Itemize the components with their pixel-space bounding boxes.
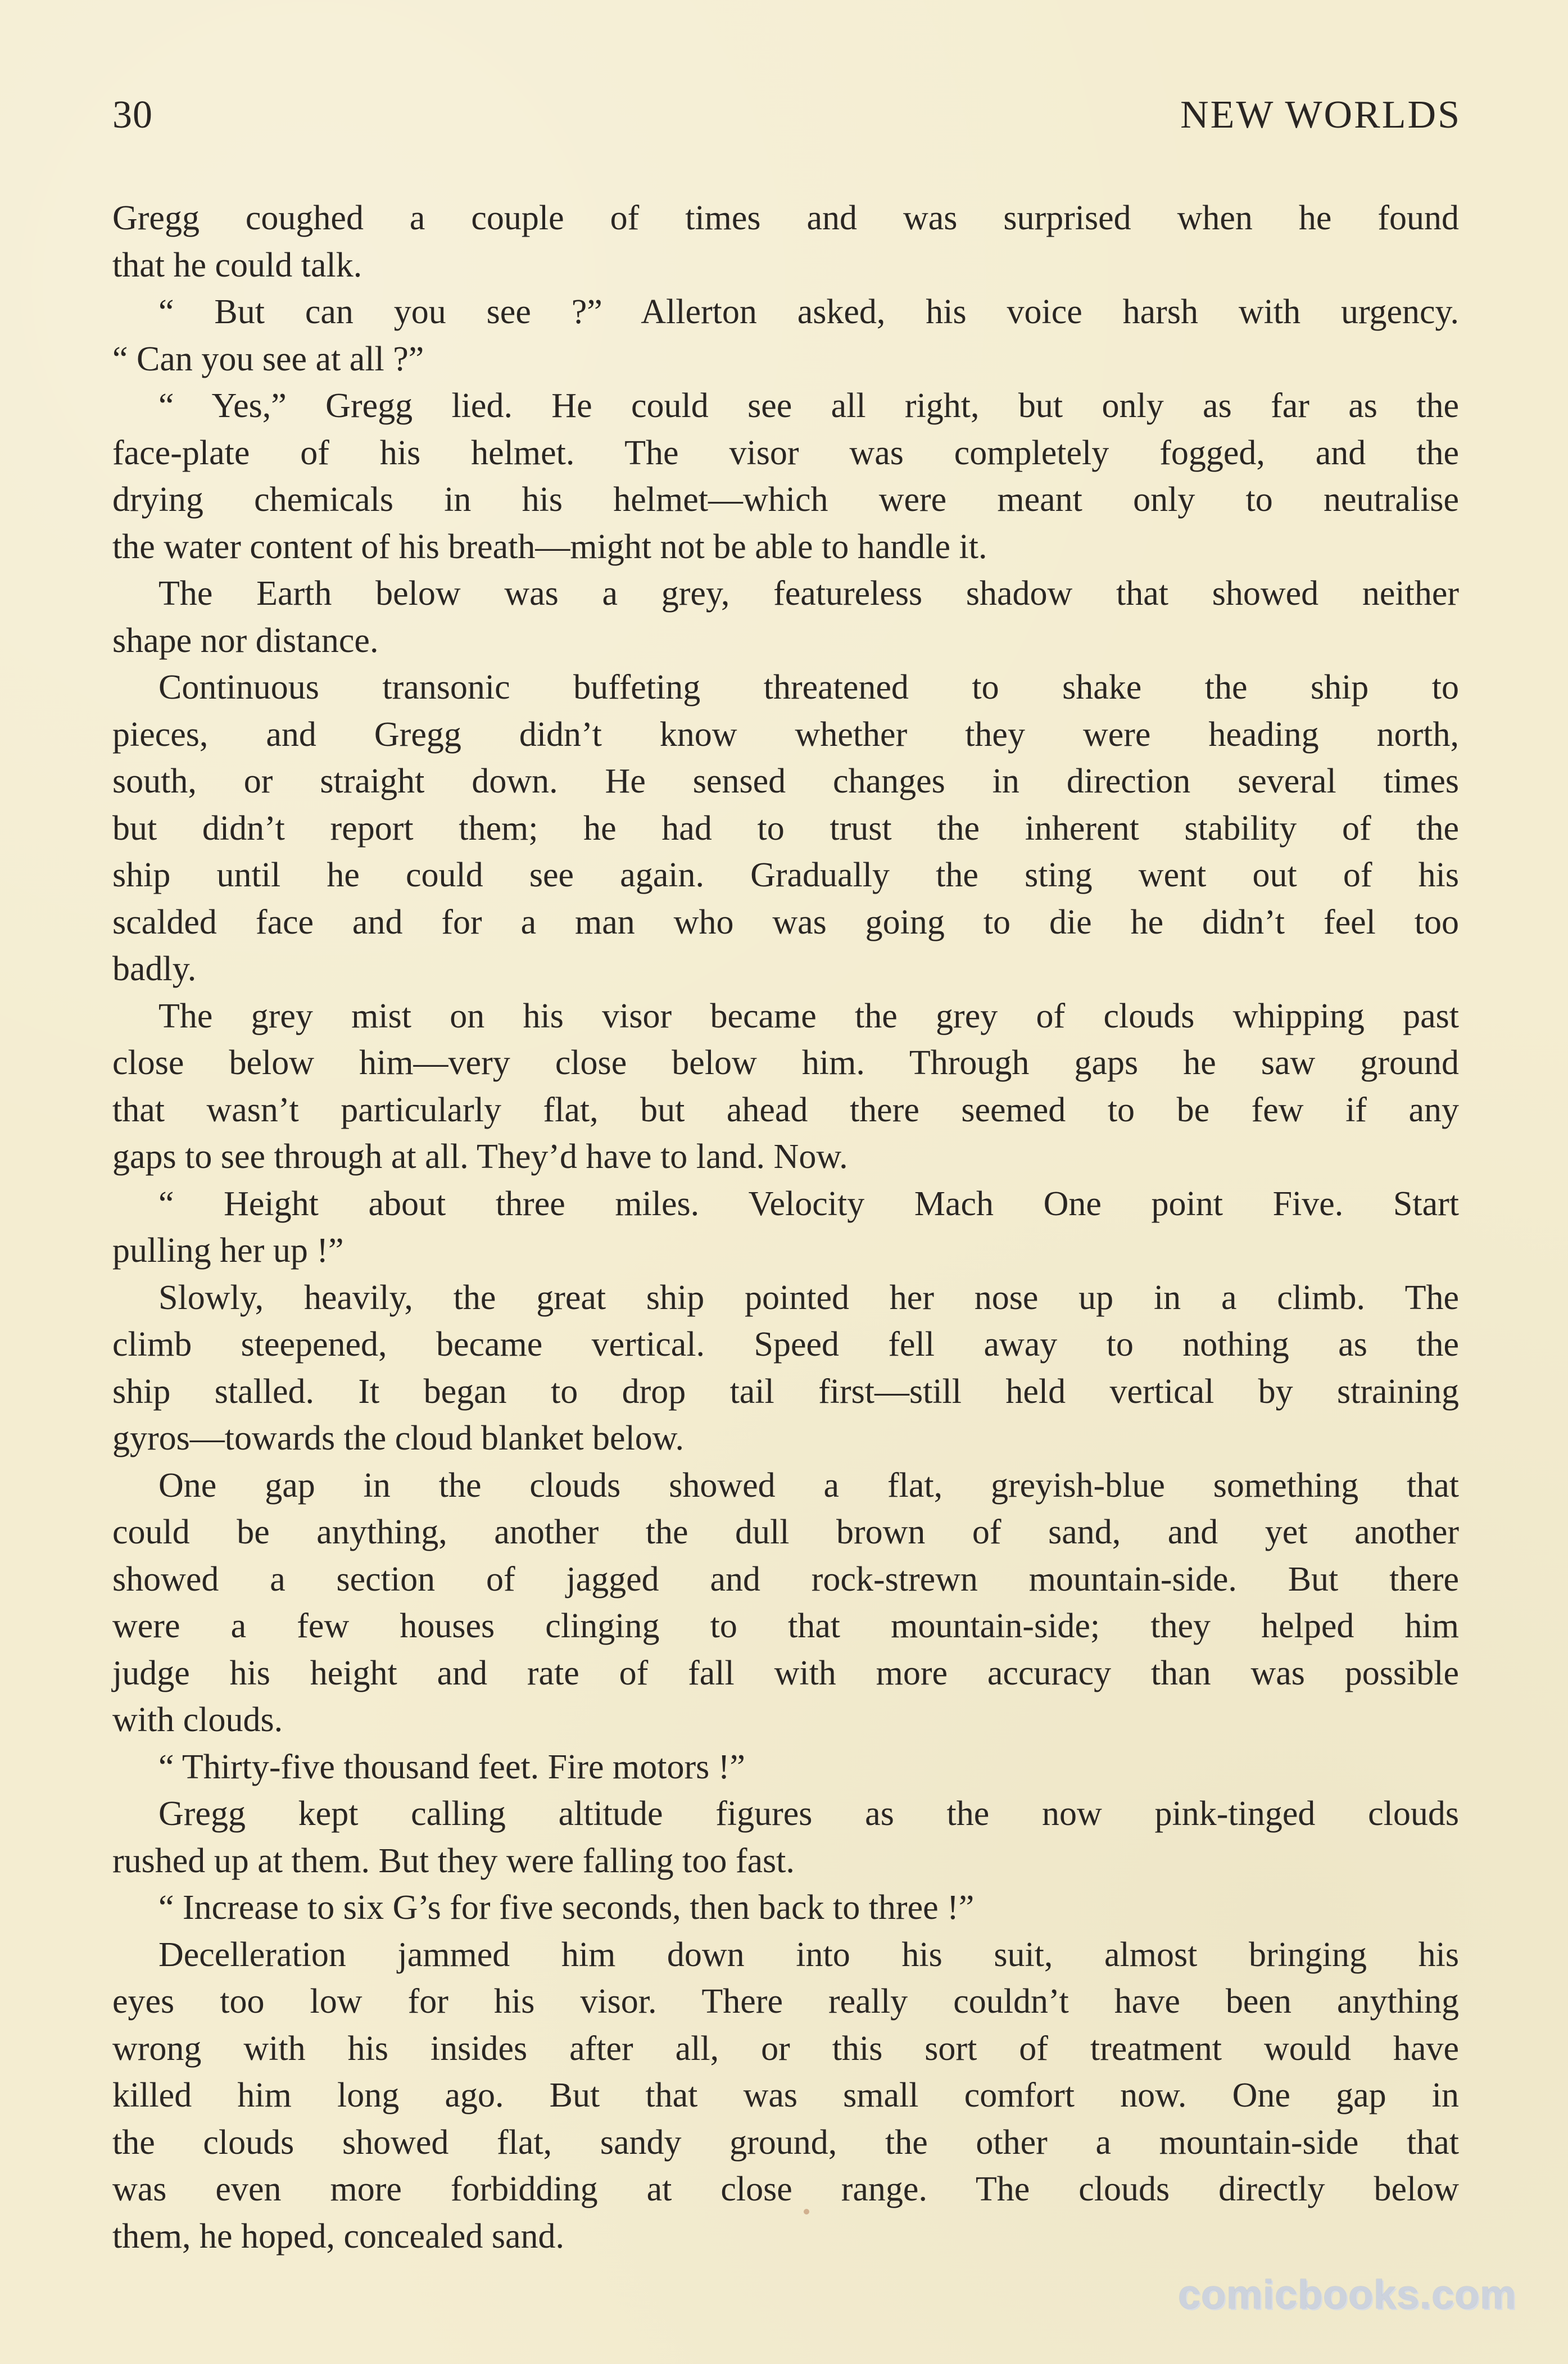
text-line: showed a section of jagged and rock-strewn mountain-side. But there bbox=[112, 1560, 1459, 1598]
text-line: “ Thirty-five thousand feet. Fire motors !” bbox=[158, 1747, 745, 1786]
text-line: with clouds. bbox=[112, 1701, 283, 1739]
text-line: killed him long ago. But that was small comfort now. One gap in bbox=[112, 2076, 1459, 2114]
text-line: ship stalled. It began to drop tail first—still held vertical by straining bbox=[112, 1372, 1459, 1411]
story-text-block bbox=[112, 195, 1459, 2260]
text-line: gyros—towards the cloud blanket below. bbox=[112, 1419, 685, 1457]
text-line: The grey mist on his visor became the grey of clouds whipping past bbox=[158, 997, 1459, 1035]
text-line: “ Height about three miles. Velocity Mach One point Five. Start bbox=[158, 1184, 1459, 1223]
text-line: pieces, and Gregg didn’t know whether they were heading north, bbox=[112, 715, 1459, 754]
watermark-text: comicbooks.com bbox=[1177, 2272, 1516, 2317]
page-number: 30 bbox=[112, 93, 153, 137]
text-line: that he could talk. bbox=[112, 246, 362, 284]
text-line: were a few houses clinging to that mountain-side; they helped him bbox=[112, 1607, 1459, 1645]
paper-speck bbox=[804, 2209, 809, 2214]
text-line: gaps to see through at all. They’d have to land. Now. bbox=[112, 1138, 848, 1176]
text-line: scalded face and for a man who was going to die he didn’t feel too bbox=[112, 903, 1459, 941]
text-line: eyes too low for his visor. There really couldn’t have been anything bbox=[112, 1982, 1459, 2021]
text-line: rushed up at them. But they were falling too fast. bbox=[112, 1841, 795, 1880]
text-line: wrong with his insides after all, or this sort of treatment would have bbox=[112, 2029, 1459, 2068]
text-line: “ Can you see at all ?” bbox=[112, 339, 424, 378]
text-line: climb steepened, became vertical. Speed fell away to nothing as the bbox=[112, 1325, 1459, 1364]
text-line: One gap in the clouds showed a flat, greyish-blue something that bbox=[158, 1466, 1459, 1505]
text-line: shape nor distance. bbox=[112, 621, 379, 660]
text-line: ship until he could see again. Gradually the sting went out of his bbox=[112, 856, 1459, 894]
running-header bbox=[112, 93, 1461, 146]
text-line: them, he hoped, concealed sand. bbox=[112, 2217, 564, 2256]
text-line: could be anything, another the dull brown of sand, and yet another bbox=[112, 1513, 1459, 1551]
text-line: Gregg coughed a couple of times and was surprised when he found bbox=[112, 199, 1459, 237]
text-line: judge his height and rate of fall with more accuracy than was possible bbox=[112, 1654, 1459, 1692]
text-line: Gregg kept calling altitude figures as the now pink-tinged clouds bbox=[158, 1795, 1459, 1833]
text-line: badly. bbox=[112, 950, 197, 988]
text-line: Slowly, heavily, the great ship pointed her nose up in a climb. The bbox=[158, 1278, 1459, 1317]
text-line: that wasn’t particularly flat, but ahead there seemed to be few if any bbox=[112, 1090, 1459, 1129]
text-line: “ Increase to six G’s for five seconds, then back to three !” bbox=[158, 1889, 975, 1927]
text-line: the clouds showed flat, sandy ground, the other a mountain-side that bbox=[112, 2123, 1459, 2162]
text-line: drying chemicals in his helmet—which were meant only to neutralise bbox=[112, 481, 1459, 519]
text-line: “ Yes,” Gregg lied. He could see all right, but only as far as the bbox=[158, 387, 1459, 425]
text-line: The Earth below was a grey, featureless shadow that showed neither bbox=[158, 574, 1459, 613]
text-line: close below him—very close below him. Through gaps he saw ground bbox=[112, 1044, 1459, 1082]
text-line: but didn’t report them; he had to trust the inherent stability of the bbox=[112, 809, 1459, 848]
text-line: face-plate of his helmet. The visor was completely fogged, and the bbox=[112, 433, 1459, 472]
text-line: south, or straight down. He sensed changes in direction several times bbox=[112, 762, 1459, 800]
running-title: NEW WORLDS bbox=[1180, 93, 1461, 137]
text-line: Decelleration jammed him down into his suit, almost bringing his bbox=[158, 1935, 1459, 1974]
text-line: the water content of his breath—might not be able to handle it. bbox=[112, 527, 987, 566]
text-line: was even more forbidding at close range. The clouds directly below bbox=[112, 2170, 1459, 2208]
text-line: Continuous transonic buffeting threatened to shake the ship to bbox=[158, 668, 1459, 707]
text-line: pulling her up !” bbox=[112, 1231, 344, 1270]
text-line: “ But can you see ?” Allerton asked, his voice harsh with urgency. bbox=[158, 293, 1459, 331]
